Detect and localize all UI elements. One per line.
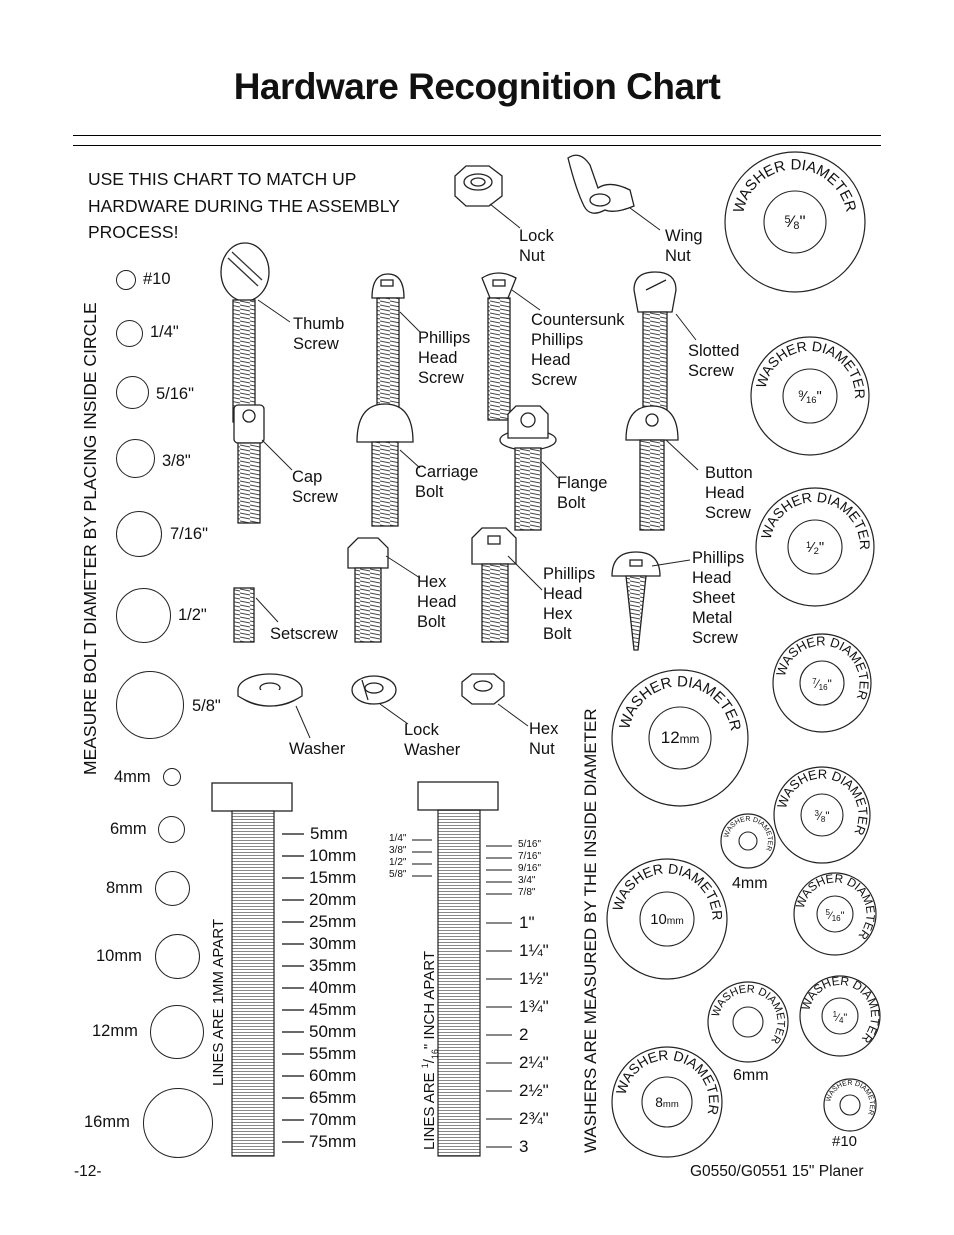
washer-gauge xyxy=(774,766,871,863)
washer-gauge xyxy=(751,337,869,455)
ruler-label: 3/8" xyxy=(389,845,407,856)
bolt-size-label: 7/16" xyxy=(170,525,208,543)
washer-arc-text: WASHER DIAMETER xyxy=(616,673,745,733)
page-title: Hardware Recognition Chart xyxy=(233,66,721,107)
ruler-label: 3 xyxy=(519,1137,529,1156)
lock-nut-label: Lock Nut xyxy=(519,227,554,265)
washer-gauge xyxy=(824,1079,876,1131)
washer-gauge xyxy=(793,871,878,955)
bolt-size-label: 5/8" xyxy=(192,697,221,715)
washer-gauge xyxy=(725,152,865,292)
washer-size-text: $^5$⁄8" xyxy=(784,212,806,232)
washer-gauge xyxy=(607,859,727,979)
bolt-size-label: 12mm xyxy=(92,1022,138,1040)
washer-arc-text: WASHER DIAMETER xyxy=(723,815,774,852)
intro-line: USE THIS CHART TO MATCH UP xyxy=(88,169,357,189)
washer-gauge xyxy=(612,670,748,806)
bolt-size-label: 4mm xyxy=(114,768,151,786)
bolt-size-label: 3/8" xyxy=(162,452,191,470)
washer-inner-circle xyxy=(739,832,757,850)
bolt-measure-label: MEASURE BOLT DIAMETER BY PLACING INSIDE CIRCLE xyxy=(80,302,100,775)
countersunk-label: Countersunk Phillips Head Screw xyxy=(531,311,625,389)
ruler-label: 10mm xyxy=(309,846,357,865)
ruler-label: 3/4" xyxy=(518,875,536,886)
mm-ruler-caption: LINES ARE 1MM APART xyxy=(210,919,227,1086)
ruler-label: 65mm xyxy=(309,1088,357,1107)
bolt-size-label: #10 xyxy=(143,270,171,288)
ruler-label: 25mm xyxy=(309,912,357,931)
washer-size-text: $^7$⁄16" xyxy=(812,677,832,692)
page-number: -12- xyxy=(74,1163,102,1180)
washer-size-caption: #10 xyxy=(832,1133,858,1150)
washer-arc-text: WASHER DIAMETER xyxy=(612,1046,723,1117)
ruler-label: 2 xyxy=(519,1025,529,1044)
ruler-label: 35mm xyxy=(309,956,357,975)
washer-size-text: $^5$⁄16" xyxy=(825,908,845,923)
ruler-label: 20mm xyxy=(309,890,357,909)
ruler-label: 7/8" xyxy=(518,887,536,898)
inch-ruler-caption: LINES ARE $^1/_{16}$" INCH APART xyxy=(420,950,440,1150)
washer-gauge xyxy=(612,1047,722,1157)
ruler-label: 2¾" xyxy=(519,1109,549,1128)
washer-size-text: $^1$⁄2" xyxy=(805,540,825,557)
washer-arc-text: WASHER DIAMETER xyxy=(752,337,869,400)
ruler-label: 5mm xyxy=(310,824,348,843)
ruler-label: 1¼" xyxy=(519,941,549,960)
bolt-size-label: 1/4" xyxy=(150,323,179,341)
bolt-size-label: 16mm xyxy=(84,1113,130,1131)
washer-size-caption: 6mm xyxy=(733,1067,769,1084)
washer-arc-text: WASHER DIAMETER xyxy=(793,871,878,943)
intro-line: HARDWARE DURING THE ASSEMBLY xyxy=(88,195,400,216)
cap-screw-label: Cap Screw xyxy=(292,468,338,506)
ruler-label: 7/16" xyxy=(518,851,542,862)
phillips-hex-bolt-label: Phillips Head Hex Bolt xyxy=(543,565,596,643)
washer-arc-text: WASHER DIAMETER xyxy=(609,860,726,921)
ruler-label: 5/16" xyxy=(518,839,542,850)
carriage-bolt-label: Carriage Bolt xyxy=(415,463,479,501)
ruler-label: 60mm xyxy=(309,1066,357,1085)
ruler-label: 9/16" xyxy=(518,863,542,874)
setscrew-label: Setscrew xyxy=(270,625,338,643)
ruler-label: 50mm xyxy=(309,1022,357,1041)
washer-size-text: $^9$⁄16" xyxy=(798,389,822,406)
ruler-label: 40mm xyxy=(309,978,357,997)
sheet-metal-screw-label: Phillips Head Sheet Metal Screw xyxy=(692,549,745,647)
washer-arc-text: WASHER DIAMETER xyxy=(798,973,883,1046)
washer-size-text: 8mm xyxy=(655,1095,679,1110)
bolt-size-label: 5/16" xyxy=(156,385,194,403)
washer-arc-text: WASHER DIAMETER xyxy=(730,156,860,215)
washer-arc-text: WASHER DIAMETER xyxy=(825,1079,876,1116)
washer-arc-text: WASHER DIAMETER xyxy=(757,488,874,551)
bolt-size-label: 6mm xyxy=(110,820,147,838)
washer-size-text: $^1$⁄4" xyxy=(832,1010,848,1025)
washer-arc-text: WASHER DIAMETER xyxy=(709,983,787,1046)
slotted-screw-label: Slotted Screw xyxy=(688,342,740,380)
ruler-label: 1¾" xyxy=(519,997,549,1016)
washer-gauge xyxy=(756,488,874,606)
washer-size-text: $^3$⁄8" xyxy=(814,809,830,824)
ruler-label: 55mm xyxy=(309,1044,357,1063)
phillips-head-screw-label: Phillips Head Screw xyxy=(418,329,471,387)
footer-model: G0550/G0551 15" Planer xyxy=(690,1163,864,1180)
washer-inner-circle xyxy=(840,1095,860,1115)
flange-bolt-label: Flange Bolt xyxy=(557,474,608,512)
ruler-label: 1" xyxy=(519,913,535,932)
ruler-label: 45mm xyxy=(309,1000,357,1019)
ruler-label: 2½" xyxy=(519,1081,549,1100)
washer-gauge xyxy=(721,814,775,868)
ruler-label: 1/4" xyxy=(389,833,407,844)
wing-nut-label: Wing Nut xyxy=(665,227,703,265)
washer-arc-text: WASHER DIAMETER xyxy=(773,633,872,702)
hex-head-bolt-label: Hex Head Bolt xyxy=(417,573,457,631)
washer-size-text: 10mm xyxy=(650,912,684,928)
thumb-screw-label: Thumb Screw xyxy=(293,315,345,353)
washer-inner-circle xyxy=(733,1007,763,1037)
washer-gauge xyxy=(708,982,788,1062)
washer-label: Washer xyxy=(289,740,346,758)
washer-arc-text: WASHER DIAMETER xyxy=(774,766,871,838)
ruler-label: 70mm xyxy=(309,1110,357,1129)
ruler-label: 15mm xyxy=(309,868,357,887)
washer-size-text: 12mm xyxy=(660,728,700,747)
bolt-size-label: 1/2" xyxy=(178,606,207,624)
bolt-size-label: 8mm xyxy=(106,879,143,897)
washer-gauge xyxy=(799,974,883,1056)
hex-nut-label: Hex Nut xyxy=(529,720,559,758)
washer-measure-label: WASHERS ARE MEASURED BY THE INSIDE DIAMETER xyxy=(581,708,600,1153)
ruler-label: 30mm xyxy=(309,934,357,953)
ruler-label: 75mm xyxy=(309,1132,357,1151)
bolt-size-label: 10mm xyxy=(96,947,142,965)
ruler-label: 5/8" xyxy=(389,869,407,880)
lock-washer-label: Lock Washer xyxy=(404,721,461,759)
ruler-label: 1/2" xyxy=(389,857,407,868)
ruler-label: 2¼" xyxy=(519,1053,549,1072)
button-head-label: Button Head Screw xyxy=(705,464,753,522)
intro-line: PROCESS! xyxy=(88,222,179,242)
ruler-label: 1½" xyxy=(519,969,549,988)
washer-gauge xyxy=(773,633,872,732)
washer-size-caption: 4mm xyxy=(732,875,768,892)
